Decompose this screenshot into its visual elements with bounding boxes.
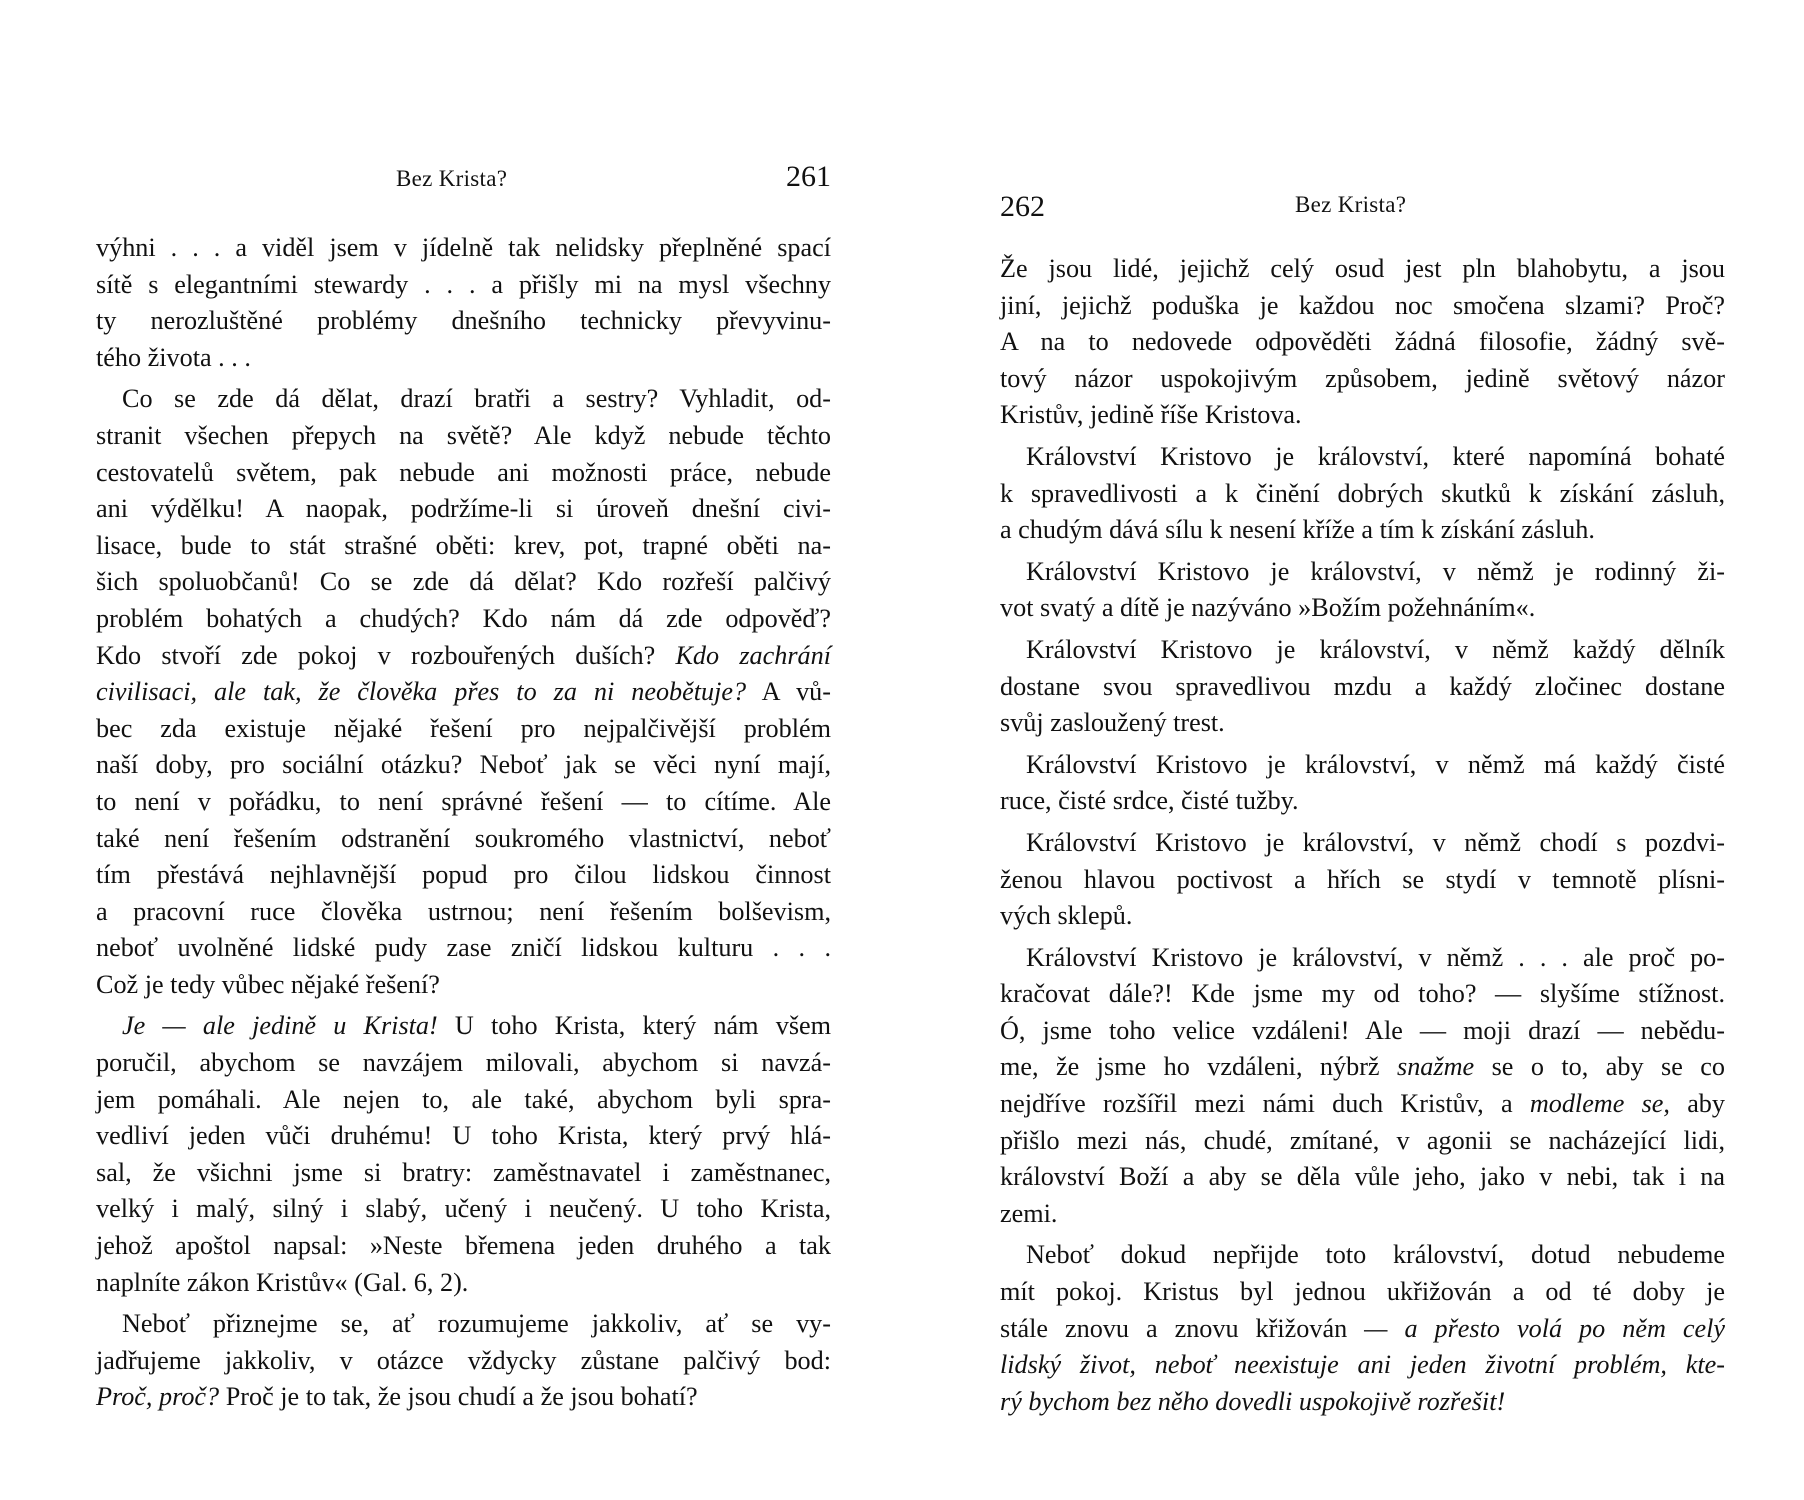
text-run: to není v pořádku, to není správné řešení — to cítíme. Ale bbox=[96, 786, 831, 816]
text-line bbox=[96, 455, 831, 492]
text-run: Což je tedy vůbec nějaké řešení? bbox=[96, 969, 440, 999]
text-line bbox=[96, 747, 831, 784]
text-run: Co se zde dá dělat, drazí bratři a sestry? Vyhladit, od- bbox=[122, 384, 831, 414]
text-line bbox=[96, 857, 831, 894]
text-line bbox=[96, 1343, 831, 1380]
text-line bbox=[96, 381, 831, 418]
text-line bbox=[96, 967, 831, 1004]
text-run: snažme bbox=[1397, 1052, 1475, 1082]
text-run: Království Kristovo je království, v němž má každý čisté bbox=[1026, 749, 1725, 779]
text-line bbox=[96, 674, 831, 711]
text-run: problém bohatých a chudých? Kdo nám dá zde odpověď? bbox=[96, 603, 831, 633]
text-run: tého života . . . bbox=[96, 342, 251, 372]
text-run: dostane svou spravedlivou mzdu a každý zločinec dostane bbox=[1000, 671, 1725, 701]
text-run: jadřujeme jakkoliv, v otázce vždycky zůstane palčivý bod: bbox=[96, 1345, 831, 1375]
text-run: lidský život, neboť neexistuje ani jeden životní problém, kte- bbox=[1000, 1350, 1725, 1380]
text-line bbox=[1000, 783, 1725, 820]
text-run: lisace, bude to stát strašné oběti: krev, pot, trapné oběti na- bbox=[96, 530, 831, 560]
text-run: vých sklepů. bbox=[1000, 901, 1133, 931]
text-run: a chudým dává sílu k nesení kříže a tím k získání zásluh. bbox=[1000, 515, 1595, 545]
text-run: Království Kristovo je království, v němž . . . ale proč po- bbox=[1026, 942, 1725, 972]
text-run: U toho Krista, který nám všem bbox=[437, 1011, 832, 1041]
text-run: vedliví jeden vůči druhému! U toho Krista, který prvý hlá- bbox=[96, 1121, 831, 1151]
paragraph bbox=[1000, 1237, 1725, 1420]
paragraph bbox=[1000, 554, 1725, 627]
text-run: a pracovní ruce člověka ustrnou; není řešením bolševism, bbox=[96, 896, 831, 926]
text-line bbox=[1000, 361, 1725, 398]
text-line bbox=[1000, 397, 1725, 434]
text-run: jiní, jejichž poduška je každou noc smočena slzami? Proč? bbox=[1000, 290, 1725, 320]
text-run: tový názor uspokojivým způsobem, jedině světový názor bbox=[1000, 363, 1725, 393]
text-run: Kristův, jedině říše Kristova. bbox=[1000, 400, 1302, 430]
text-run: sal, že všichni jsme si bratry: zaměstnavatel i zaměstnanec, bbox=[96, 1157, 831, 1187]
text-line bbox=[96, 1118, 831, 1155]
text-run: království Boží a aby se děla vůle jeho, jako v nebi, tak i na bbox=[1000, 1162, 1725, 1192]
text-line bbox=[1000, 1196, 1725, 1233]
text-run: A na to nedovede odpověděti žádná filosofie, žádný svě- bbox=[1000, 327, 1725, 357]
paragraph bbox=[96, 381, 831, 1003]
text-run: Kdo stvoří zde pokoj v rozbouřených duších? bbox=[96, 640, 676, 670]
text-line bbox=[1000, 898, 1725, 935]
text-line bbox=[1000, 512, 1725, 549]
paragraph bbox=[96, 1306, 831, 1416]
text-line bbox=[96, 528, 831, 565]
text-line bbox=[96, 1306, 831, 1343]
text-run: Je — ale jedině u Krista! bbox=[122, 1011, 438, 1041]
text-run: A vů- bbox=[746, 677, 831, 707]
text-line bbox=[1000, 590, 1725, 627]
text-run: Proč je to tak, že jsou chudí a že jsou bohatí? bbox=[219, 1382, 698, 1412]
text-line bbox=[1000, 288, 1725, 325]
text-run: Království Kristovo je království, v němž každý dělník bbox=[1026, 634, 1725, 664]
text-line bbox=[1000, 632, 1725, 669]
text-line bbox=[96, 267, 831, 304]
text-line bbox=[1000, 554, 1725, 591]
text-run: cestovatelů světem, pak nebude ani možnosti práce, nebude bbox=[96, 457, 831, 487]
text-run: — a přesto volá po něm celý bbox=[1364, 1313, 1725, 1343]
text-run: neboť uvolněné lidské pudy zase zničí lidskou kulturu . . . bbox=[96, 933, 831, 963]
running-head: Bez Krista? bbox=[396, 166, 508, 191]
text-line bbox=[96, 340, 831, 377]
paragraph bbox=[1000, 940, 1725, 1233]
text-run: svůj zasloužený trest. bbox=[1000, 708, 1225, 738]
text-run: vot svatý a dítě je nazýváno »Božím požehnáním«. bbox=[1000, 593, 1536, 623]
text-line bbox=[96, 930, 831, 967]
text-run: kračovat dále?! Kde jsme my od toho? — slyšíme stížnost. bbox=[1000, 979, 1725, 1009]
text-run: tím přestává nejhlavnější popud pro čilou lidskou činnost bbox=[96, 860, 831, 890]
text-line bbox=[96, 1008, 831, 1045]
page-number: 261 bbox=[786, 160, 831, 193]
text-run: nejdříve rozšířil mezi námi duch Kristův, a bbox=[1000, 1089, 1530, 1119]
text-run: Neboť přiznejme se, ať rozumujeme jakkoliv, ať se vy- bbox=[122, 1309, 831, 1339]
text-run: Království Kristovo je království, v němž je rodinný ži- bbox=[1026, 556, 1725, 586]
text-run: civilisaci, ale tak, že člověka přes to za ni neobětuje? bbox=[96, 677, 747, 707]
text-line bbox=[1000, 747, 1725, 784]
text-run: aby bbox=[1669, 1089, 1725, 1119]
text-line bbox=[1000, 1274, 1725, 1311]
text-line bbox=[1000, 1384, 1725, 1421]
text-line bbox=[96, 821, 831, 858]
text-run: Že jsou lidé, jejichž celý osud jest pln blahobytu, a jsou bbox=[1000, 254, 1725, 283]
text-run: me, že jsme ho vzdáleni, nýbrž bbox=[1000, 1052, 1398, 1082]
text-run: velký i malý, silný i slabý, učený i neučený. U toho Krista, bbox=[96, 1194, 831, 1224]
text-run: ty nerozluštěné problémy dnešního technicky převyvinu- bbox=[96, 306, 831, 336]
text-line bbox=[1000, 862, 1725, 899]
text-run: bec zda existuje nějaké řešení pro nejpalčivější problém bbox=[96, 713, 831, 743]
paragraph bbox=[96, 1008, 831, 1301]
paragraph bbox=[1000, 747, 1725, 820]
text-run: šich spoluobčanů! Co se zde dá dělat? Kdo rozřeší palčivý bbox=[96, 567, 831, 597]
text-run: rý bychom bez něho dovedli uspokojivě rozřešit! bbox=[1000, 1386, 1506, 1416]
text-line bbox=[96, 1265, 831, 1302]
text-line bbox=[96, 1045, 831, 1082]
text-line bbox=[1000, 439, 1725, 476]
text-run: jem pomáhali. Ale nejen to, ale také, abychom byli spra- bbox=[96, 1084, 831, 1114]
paragraph bbox=[1000, 632, 1725, 742]
text-run: jehož apoštol napsal: »Neste břemena jeden druhého a tak bbox=[96, 1231, 831, 1261]
text-run: modleme se, bbox=[1529, 1089, 1670, 1119]
text-run: ženou hlavou poctivost a hřích se stydí v temnotě plísni- bbox=[1000, 864, 1725, 894]
text-run: se o to, aby se co bbox=[1474, 1052, 1725, 1082]
text-line bbox=[1000, 1049, 1725, 1086]
text-line bbox=[96, 1082, 831, 1119]
text-line bbox=[1000, 705, 1725, 742]
text-run: poručil, abychom se navzájem milovali, abychom si navzá- bbox=[96, 1048, 831, 1078]
text-run: Proč, proč? bbox=[96, 1382, 220, 1412]
text-line bbox=[96, 1191, 831, 1228]
text-line bbox=[96, 303, 831, 340]
paragraph bbox=[1000, 251, 1725, 434]
text-run: Království Kristovo je království, které napomíná bohaté bbox=[1026, 441, 1725, 471]
text-line bbox=[1000, 1347, 1725, 1384]
text-run: stranit všechen přepych na světě? Ale když nebude těchto bbox=[96, 420, 831, 450]
text-run: stále znovu a znovu křižován bbox=[1000, 1313, 1365, 1343]
text-run: naší doby, pro sociální otázku? Neboť jak se věci nyní mají, bbox=[96, 750, 831, 780]
text-line bbox=[96, 491, 831, 528]
text-line bbox=[1000, 251, 1725, 288]
text-line bbox=[1000, 1237, 1725, 1274]
text-line bbox=[96, 711, 831, 748]
text-run: Ó, jsme toho velice vzdáleni! Ale — moji drazí — nebědu- bbox=[1000, 1015, 1725, 1045]
text-line bbox=[1000, 1013, 1725, 1050]
page-number: 262 bbox=[1000, 190, 1045, 223]
text-line bbox=[96, 601, 831, 638]
text-line bbox=[1000, 976, 1725, 1013]
running-head: Bez Krista? bbox=[1295, 192, 1407, 217]
body-text bbox=[1000, 251, 1725, 1420]
paragraph bbox=[1000, 439, 1725, 549]
text-line bbox=[96, 418, 831, 455]
text-line bbox=[1000, 324, 1725, 361]
text-run: zemi. bbox=[1000, 1198, 1058, 1228]
paragraph bbox=[1000, 825, 1725, 935]
text-run: Království Kristovo je království, v němž chodí s pozdvi- bbox=[1026, 827, 1725, 857]
text-line bbox=[1000, 669, 1725, 706]
text-run: ruce, čisté srdce, čisté tužby. bbox=[1000, 786, 1299, 816]
text-line bbox=[1000, 1159, 1725, 1196]
text-run: přišlo mezi nás, chudé, zmítané, v agonii se nacházející lidi, bbox=[1000, 1125, 1725, 1155]
text-run: k spravedlivosti a k činění dobrých skutků k získání zásluh, bbox=[1000, 478, 1725, 508]
text-run: Neboť dokud nepřijde toto království, dotud nebudeme bbox=[1026, 1240, 1725, 1270]
text-run: ani výdělku! A naopak, podržíme-li si úroveň dnešní civi- bbox=[96, 494, 831, 524]
text-run: výhni . . . a viděl jsem v jídelně tak nelidsky přeplněné spací bbox=[96, 233, 831, 262]
text-line bbox=[96, 230, 831, 267]
body-text bbox=[96, 230, 831, 1416]
text-line bbox=[1000, 476, 1725, 513]
paragraph bbox=[96, 230, 831, 376]
text-run: Kdo zachrání bbox=[675, 640, 832, 670]
text-line bbox=[1000, 825, 1725, 862]
text-line bbox=[96, 894, 831, 931]
text-line bbox=[1000, 1311, 1725, 1348]
text-run: naplníte zákon Kristův« (Gal. 6, 2). bbox=[96, 1267, 469, 1297]
text-line bbox=[96, 784, 831, 821]
text-run: také není řešením odstranění soukromého vlastnictví, neboť bbox=[96, 823, 831, 853]
text-line bbox=[96, 1379, 831, 1416]
text-line bbox=[1000, 1123, 1725, 1160]
text-line bbox=[96, 1155, 831, 1192]
text-run: sítě s elegantními stewardy . . . a přišly mi na mysl všechny bbox=[96, 269, 831, 299]
text-run: mít pokoj. Kristus byl jednou ukřižován a od té doby je bbox=[1000, 1277, 1725, 1307]
text-line bbox=[1000, 1086, 1725, 1123]
text-line bbox=[96, 1228, 831, 1265]
text-line bbox=[96, 638, 831, 675]
text-line bbox=[96, 564, 831, 601]
text-line bbox=[1000, 940, 1725, 977]
